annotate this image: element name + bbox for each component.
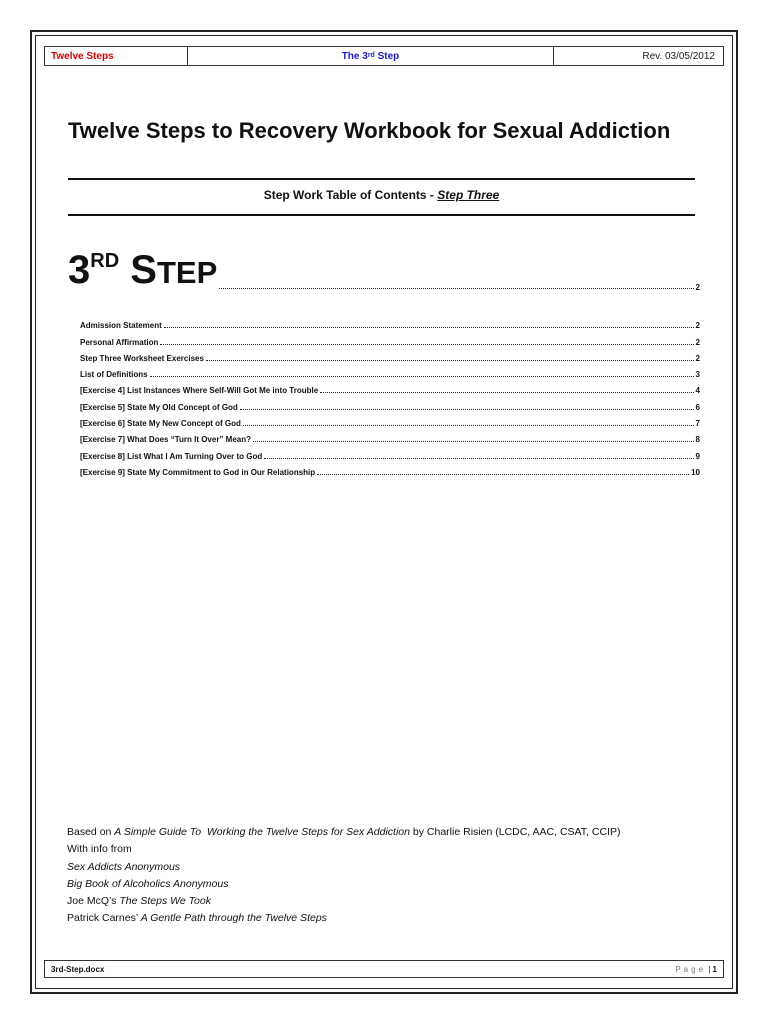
main-entry-sup: RD bbox=[90, 250, 120, 272]
toc-row-page: 6 bbox=[695, 402, 700, 412]
header-table bbox=[44, 46, 724, 66]
main-entry-number: 3 bbox=[68, 248, 91, 292]
toc-row-leader bbox=[320, 392, 693, 393]
credits-with-info: With info from bbox=[67, 843, 132, 856]
toc-row-leader bbox=[243, 425, 694, 426]
credits-source-2 bbox=[67, 876, 620, 893]
toc-row[interactable] bbox=[80, 314, 700, 330]
toc-row-title: Admission Statement bbox=[80, 321, 162, 331]
toc-row-leader bbox=[150, 376, 694, 377]
toc-row[interactable] bbox=[80, 444, 700, 460]
toc-row-title: [Exercise 6] State My New Concept of God bbox=[80, 419, 241, 429]
main-entry-page: 2 bbox=[695, 283, 700, 292]
credits-based-on-suffix: by Charlie Risien (LCDC, AAC, CSAT, CCIP) bbox=[410, 826, 621, 838]
toc-row-leader bbox=[264, 458, 693, 459]
toc-row[interactable] bbox=[80, 395, 700, 411]
toc-row-title: [Exercise 7] What Does “Turn It Over” Mean? bbox=[80, 435, 252, 445]
toc-row-leader bbox=[164, 327, 694, 328]
header-center: The 3 rd Step bbox=[188, 47, 554, 65]
toc-main-entry[interactable] bbox=[68, 250, 700, 293]
toc-row-page: 2 bbox=[695, 337, 700, 347]
credits-source-4-title: A Gentle Path through the Twelve Steps bbox=[140, 912, 327, 925]
main-entry-word-rest: TEP bbox=[156, 255, 218, 290]
toc-row-leader bbox=[240, 409, 694, 410]
toc-row-title: [Exercise 8] List What I Am Turning Over to God bbox=[80, 451, 263, 461]
header-center-suffix: Step bbox=[374, 50, 400, 62]
toc-row-title: [Exercise 4] List Instances Where Self-Will Got Me into Trouble bbox=[80, 386, 319, 396]
toc-row-title: Step Three Worksheet Exercises bbox=[80, 353, 204, 363]
credits-based-on-prefix: Based on bbox=[67, 826, 115, 838]
toc-row-page: 2 bbox=[695, 353, 700, 363]
footer-page-label: Page bbox=[675, 964, 707, 974]
main-entry-word-cap: S bbox=[130, 248, 157, 292]
toc-row[interactable] bbox=[80, 379, 700, 395]
credits-block bbox=[67, 824, 620, 928]
toc-row-page: 9 bbox=[695, 451, 700, 461]
toc-row-leader bbox=[317, 474, 689, 475]
footer-table bbox=[44, 960, 724, 978]
header-left: Twelve Steps bbox=[45, 47, 188, 65]
credits-based-on-title: A Simple Guide To Working the Twelve Steps for Sex Addiction bbox=[114, 826, 410, 838]
toc-row-leader bbox=[253, 441, 694, 442]
toc-row-page: 10 bbox=[691, 467, 700, 477]
credits-source-4-prefix: Patrick Carnes’ bbox=[67, 912, 141, 925]
credits-source-3-title: The Steps We Took bbox=[119, 895, 211, 908]
toc-heading-emphasis[interactable]: Step Three bbox=[437, 188, 500, 202]
footer-filename: 3rd-Step.docx bbox=[51, 964, 105, 974]
credits-based-on bbox=[67, 824, 620, 841]
header-revision: Rev. 03/05/2012 bbox=[642, 50, 715, 62]
toc-row-title: Personal Affirmation bbox=[80, 337, 159, 347]
toc-row[interactable] bbox=[80, 412, 700, 428]
credits-source-1-title: Sex Addicts Anonymous bbox=[67, 860, 181, 873]
toc-row-title: List of Definitions bbox=[80, 370, 148, 380]
toc-row[interactable] bbox=[80, 461, 700, 477]
toc-row-leader bbox=[206, 360, 694, 361]
toc-row[interactable] bbox=[80, 330, 700, 346]
toc-row-page: 8 bbox=[695, 435, 700, 445]
document-title: Twelve Steps to Recovery Workbook for Sexual Addiction bbox=[68, 118, 671, 143]
divider-top bbox=[68, 178, 695, 180]
toc-heading-prefix: Step Work Table of Contents - bbox=[263, 188, 438, 202]
footer-page-indicator bbox=[675, 965, 717, 974]
toc-row-page: 4 bbox=[695, 386, 700, 396]
credits-source-1 bbox=[67, 859, 620, 876]
toc-row-page: 3 bbox=[695, 370, 700, 380]
main-entry-label bbox=[68, 250, 217, 293]
footer-page-number: 1 bbox=[712, 964, 717, 974]
toc-row[interactable] bbox=[80, 428, 700, 444]
header-center-prefix: The 3 bbox=[341, 50, 368, 62]
credits-source-3 bbox=[67, 893, 620, 910]
toc-row-page: 7 bbox=[695, 419, 700, 429]
toc-row[interactable] bbox=[80, 347, 700, 363]
credits-source-3-prefix: Joe McQ’s bbox=[67, 895, 120, 908]
toc-row-title: [Exercise 5] State My Old Concept of God bbox=[80, 402, 238, 412]
divider-bottom bbox=[68, 214, 695, 216]
toc-row-page: 2 bbox=[695, 321, 700, 331]
main-entry-leader bbox=[219, 287, 693, 289]
toc-list bbox=[80, 314, 700, 477]
credits-source-2-title: Big Book of Alcoholics Anonymous bbox=[67, 877, 229, 890]
toc-row[interactable] bbox=[80, 363, 700, 379]
footer-separator: | bbox=[706, 964, 713, 974]
toc-row-leader bbox=[160, 344, 693, 345]
toc-heading bbox=[68, 188, 695, 202]
toc-row-title: [Exercise 9] State My Commitment to God in Our Relationship bbox=[80, 467, 316, 477]
credits-source-4 bbox=[67, 910, 620, 927]
